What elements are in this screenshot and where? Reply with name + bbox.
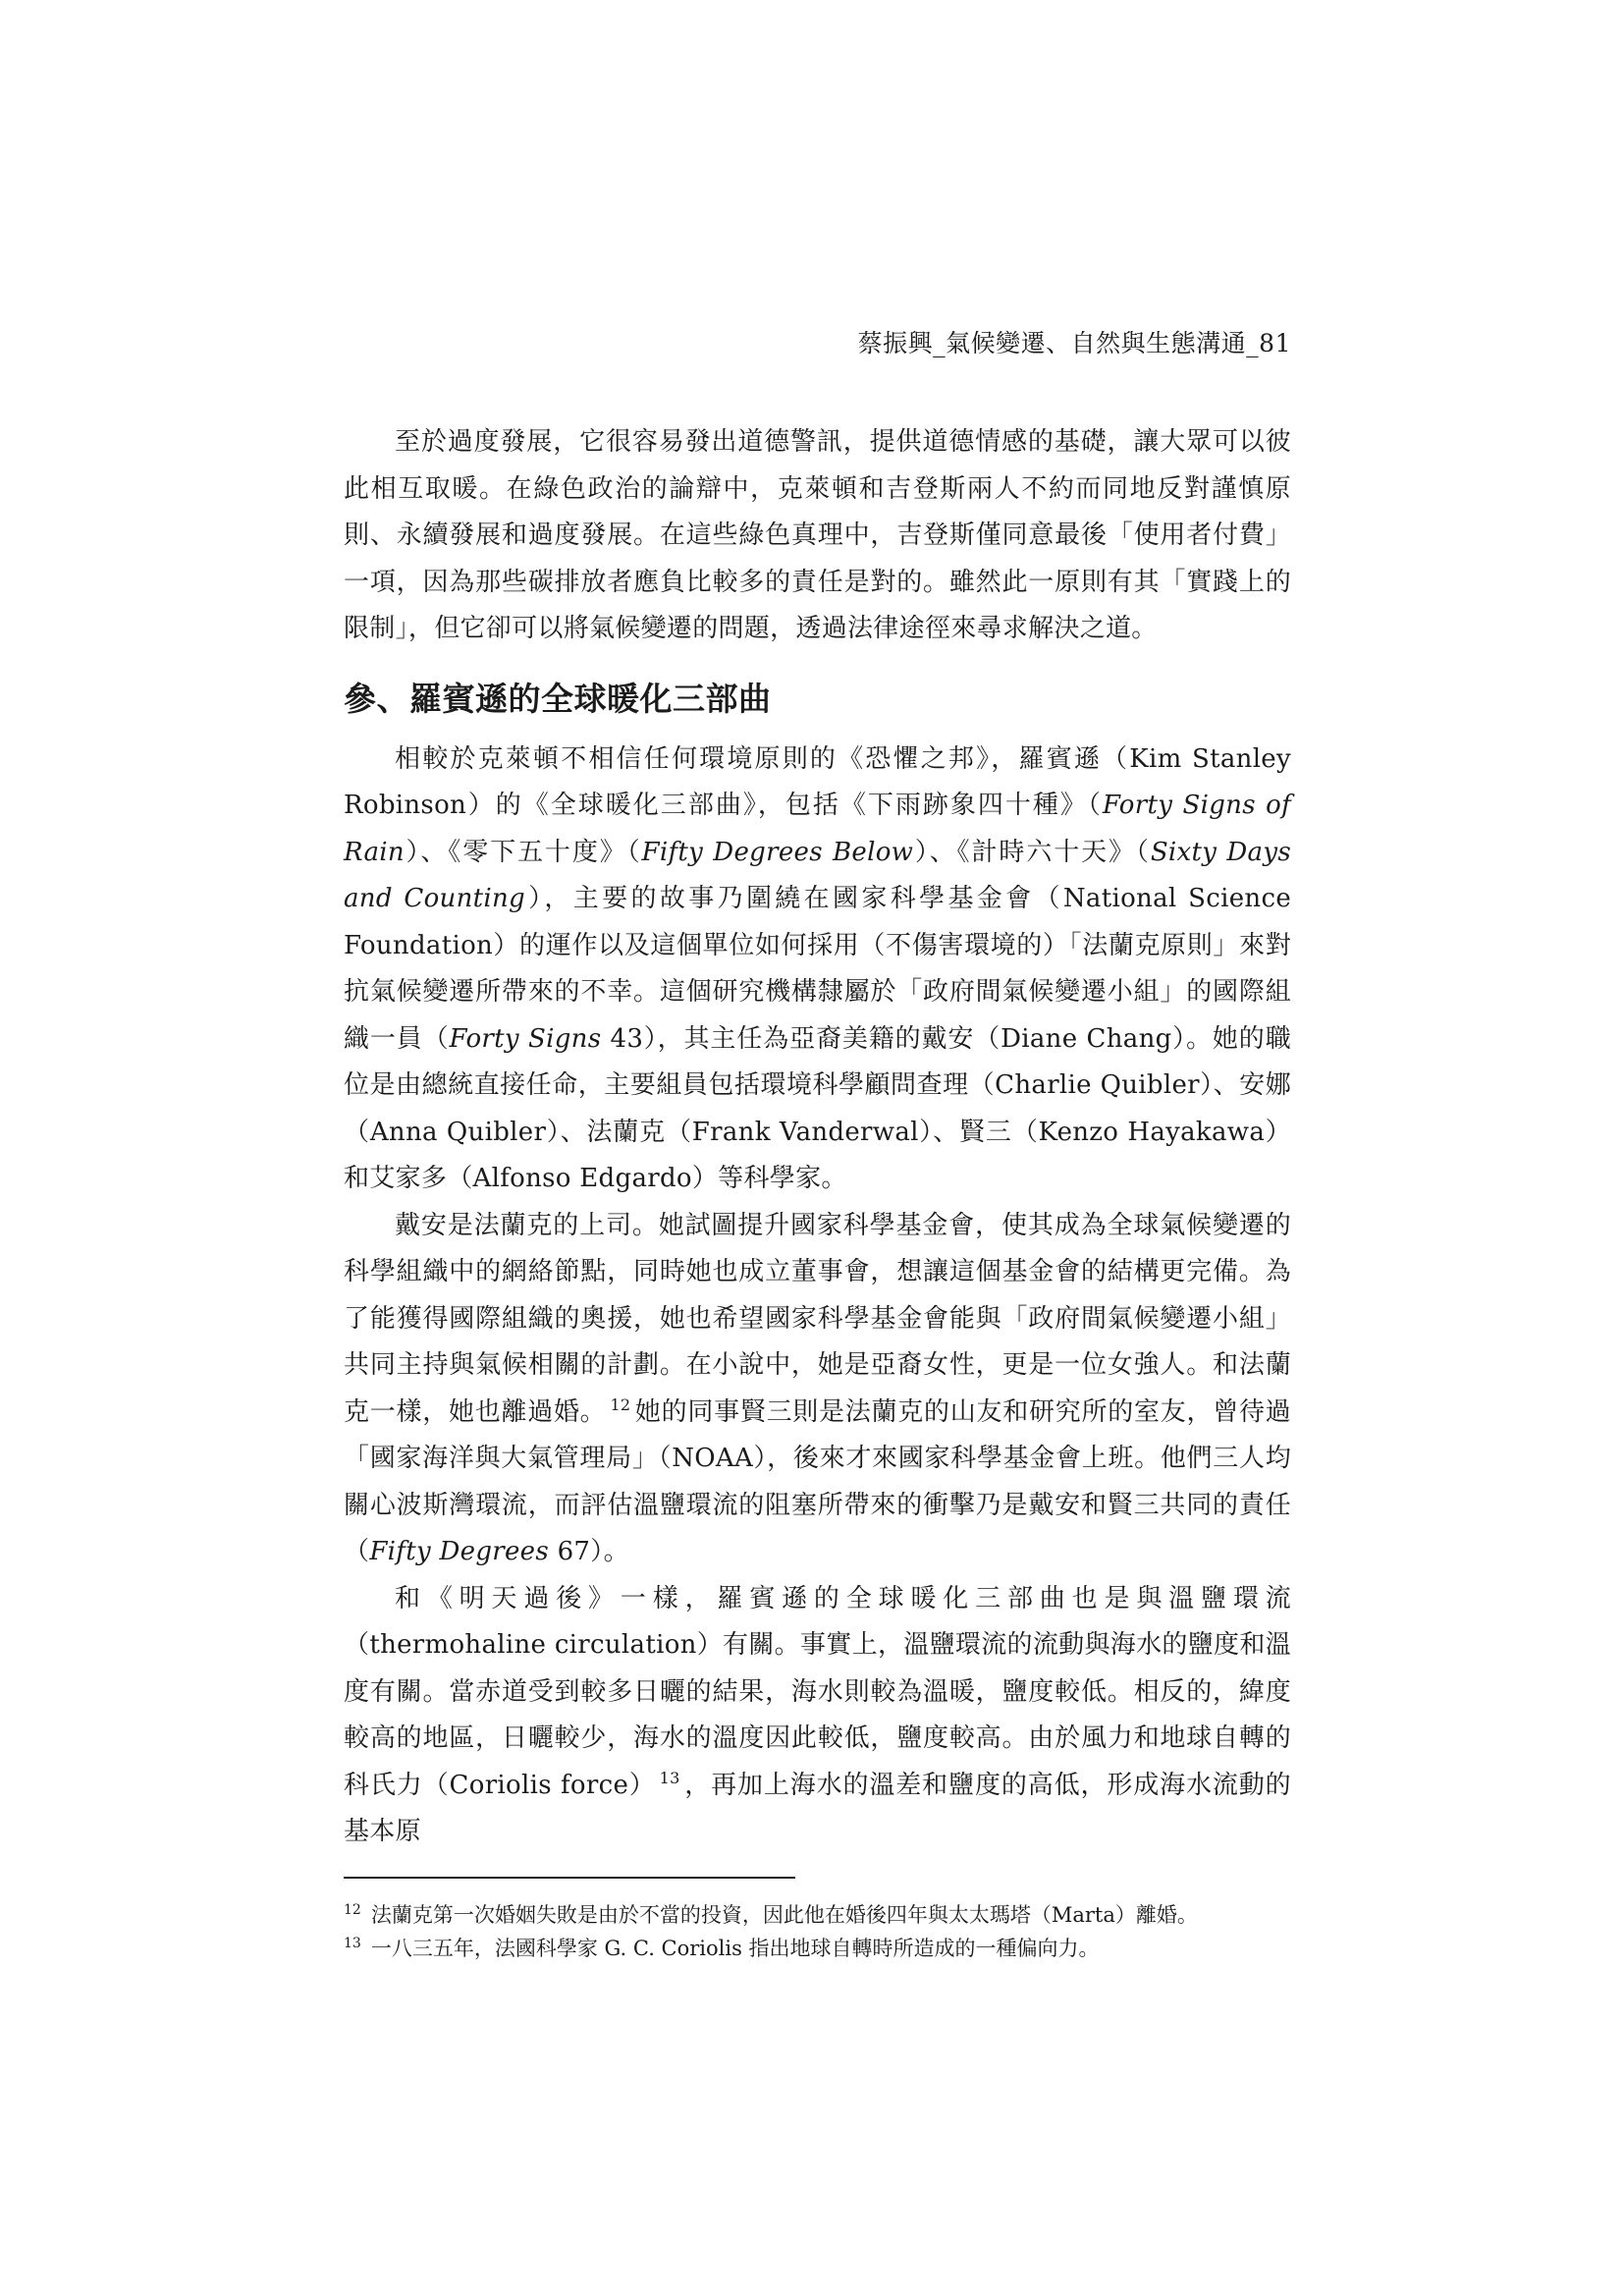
book-title-italic: Sixty Days and Counting bbox=[344, 837, 1291, 913]
footnote-number: 12 bbox=[344, 1902, 361, 1918]
citation-title-italic: Fifty Degrees bbox=[369, 1537, 550, 1566]
paragraph-text: ）、《計時六十天》（ bbox=[913, 837, 1151, 867]
paragraph-3 bbox=[344, 1203, 1291, 1576]
citation-title-italic: Forty Signs bbox=[449, 1023, 602, 1054]
paragraph-text: ，再加上海水的溫差和鹽度的高低，形成海水流動的基本原 bbox=[344, 1770, 1291, 1846]
footnotes bbox=[344, 1898, 1291, 1965]
paragraph-4 bbox=[344, 1576, 1291, 1856]
footnote-number: 13 bbox=[344, 1936, 361, 1951]
paragraph-1: 至於過度發展，它很容易發出道德警訊，提供道德情感的基礎，讓大眾可以彼此相互取暖。在綠色政治的論辯中，克萊頓和吉登斯兩人不約而同地反對謹慎原則、永續發展和過度發展。在這些綠色真理中，吉登斯僅同意最後「使用者付費」一項，因為那些碳排放者應負比較多的責任是對的。雖然此一原則有其「實踐上的限制」，但它卻可以將氣候變遷的問題，透過法律途徑來尋求解決之道。 bbox=[344, 427, 1291, 643]
footnote-ref-13[interactable]: 13 bbox=[659, 1768, 680, 1787]
running-header: 蔡振興_氣候變遷、自然與生態溝通_81 bbox=[857, 329, 1291, 357]
article-body bbox=[344, 419, 1291, 1856]
footnote-12 bbox=[344, 1898, 1291, 1932]
paragraph-2 bbox=[344, 737, 1291, 1203]
paragraph-text: 相較於克萊頓不相信任何環境原則的《恐懼之邦》，羅賓遜（Kim Stanley Robinson）的《全球暖化三部曲》，包括《下雨跡象四十種》（ bbox=[344, 743, 1291, 820]
journal-page bbox=[344, 0, 1291, 2296]
paragraph-text: 她的同事賢三則是法蘭克的山友和研究所的室友，曾待過「國家海洋與大氣管理局」（NOAA），後來才來國家科學基金會上班。他們三人均關心波斯灣環流，而評估溫鹽環流的阻塞所帶來的衝擊乃是戴安和賢三共同的責任（ bbox=[344, 1396, 1291, 1566]
footnote-text: 一八三五年，法國科學家 G. C. Coriolis 指出地球自轉時所造成的一種偏向力。 bbox=[370, 1937, 1100, 1960]
footnote-divider bbox=[344, 1877, 795, 1879]
paragraph-text: 戴安是法蘭克的上司。她試圖提升國家科學基金會，使其成為全球氣候變遷的科學組織中的網絡節點，同時她也成立董事會，想讓這個基金會的結構更完備。為了能獲得國際組織的奧援，她也希望國家科學基金會能與「政府間氣候變遷小組」共同主持與氣候相關的計劃。在小說中，她是亞裔女性，更是一位女強人。和法蘭克一樣，她也離過婚。 bbox=[344, 1210, 1291, 1427]
paragraph-text: ）、《零下五十度》（ bbox=[404, 837, 642, 867]
footnote-13 bbox=[344, 1932, 1291, 1965]
paragraph-text: ），主要的故事乃圍繞在國家科學基金會（National Science Foundation）的運作以及這個單位如何採用（不傷害環境的）「法蘭克原則」來對抗氣候變遷所帶來的不幸。這個研究機構隸屬於「政府間氣候變遷小組」的國際組織一員（ bbox=[344, 884, 1292, 1054]
footnote-ref-12[interactable]: 12 bbox=[610, 1394, 631, 1414]
paragraph-text: 和《明天過後》一樣，羅賓遜的全球暖化三部曲也是與溫鹽環流（thermohaline circulation）有關。事實上，溫鹽環流的流動與海水的鹽度和溫度有關。當赤道受到較多日曬的結果，海水則較為溫暖，鹽度較低。相反的，緯度較高的地區，日曬較少，海水的溫度因此較低，鹽度較高。由於風力和地球自轉的科氏力（Coriolis force） bbox=[344, 1583, 1291, 1800]
book-title-italic: Fifty Degrees Below bbox=[641, 837, 914, 867]
paragraph-text: 43），其主任為亞裔美籍的戴安（Diane Chang）。她的職位是由總統直接任命，主要組員包括環境科學顧問查理（Charlie Quibler）、安娜（Anna Quibler）、法蘭克（Frank Vanderwal）、賢三（Kenzo Hayakawa）和艾家多（Alfonso Edgardo）等科學家。 bbox=[344, 1023, 1291, 1193]
footnote-text: 法蘭克第一次婚姻失敗是由於不當的投資，因此他在婚後四年與太太瑪塔（Marta）離婚。 bbox=[370, 1903, 1198, 1927]
paragraph-text: 67）。 bbox=[549, 1537, 629, 1566]
section-heading: 參、羅賓遜的全球暖化三部曲 bbox=[344, 679, 772, 718]
book-title-italic: Forty Signs of Rain bbox=[344, 791, 1292, 867]
